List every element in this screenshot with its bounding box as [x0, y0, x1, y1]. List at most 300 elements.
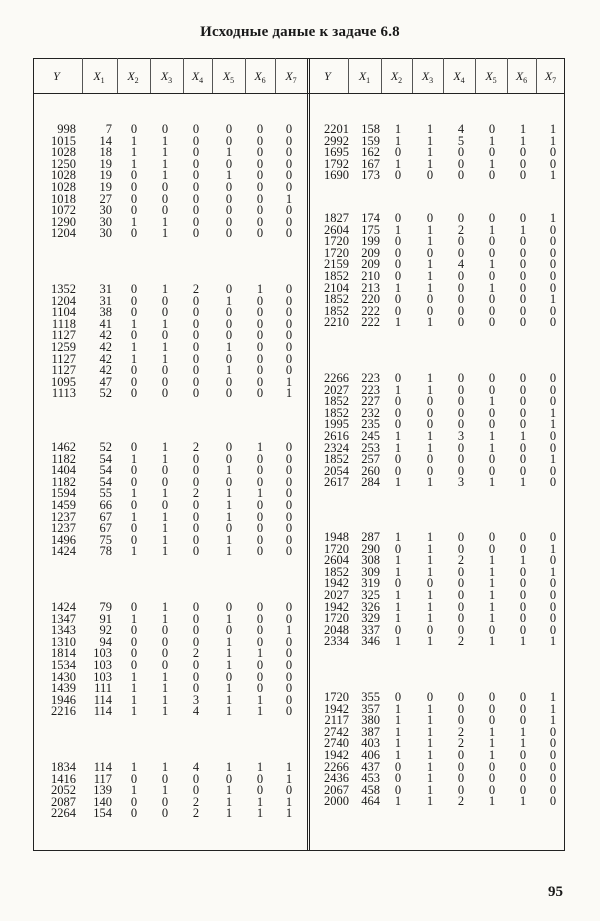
left-cell-x7: 0	[285, 611, 293, 626]
right-cell-x4: 5	[457, 133, 465, 148]
left-cell-y: 1430	[51, 669, 76, 684]
right-cell-x7: 0	[549, 269, 557, 283]
left-cell-x4: 0	[192, 634, 200, 649]
right-cell-x1: 326	[361, 599, 380, 614]
right-cell-y: 1852	[324, 394, 349, 409]
right-cell-x4: 0	[457, 452, 465, 467]
right-cell-x2: 1	[394, 599, 402, 614]
left-cell-x2: 0	[130, 374, 138, 389]
left-cell-x6: 0	[256, 328, 264, 343]
right-cell-x2: 0	[394, 303, 402, 318]
left-cell-x3: 1	[161, 783, 169, 798]
right-cell-x4: 0	[457, 564, 465, 579]
right-cell-x1: 355	[361, 690, 380, 704]
left-cell-x5: 0	[225, 191, 233, 206]
left-cell-x4: 0	[192, 226, 200, 241]
left-cell-x3: 1	[161, 226, 169, 241]
left-cell-x5: 0	[225, 451, 233, 466]
left-cell-x4: 0	[192, 498, 200, 512]
left-header-divider	[183, 58, 184, 93]
right-cell-x2: 0	[394, 234, 402, 249]
right-cell-x2: 0	[394, 463, 402, 478]
right-cell-x7: 0	[549, 794, 557, 809]
left-cell-x6: 0	[256, 463, 264, 478]
left-cell-x2: 0	[130, 293, 138, 308]
right-cell-x5: 1	[488, 576, 496, 591]
left-cell-x7: 0	[285, 658, 293, 672]
right-cell-x2: 1	[394, 634, 402, 649]
right-cell-x6: 0	[519, 382, 527, 397]
left-cell-x1: 30	[99, 226, 112, 241]
left-cell-x3: 1	[161, 544, 169, 559]
right-cell-x3: 0	[426, 452, 434, 467]
right-cell-x5: 0	[488, 452, 496, 467]
left-cell-x3: 0	[161, 806, 169, 821]
right-cell-x3: 1	[426, 553, 434, 568]
right-cell-x7: 0	[549, 611, 557, 626]
left-cell-x4: 0	[192, 305, 200, 320]
right-cell-y: 2334	[324, 634, 349, 649]
right-cell-x4: 2	[457, 634, 465, 649]
right-cell-x5: 0	[488, 782, 496, 797]
left-cell-x5: 0	[225, 474, 233, 489]
left-cell-x6: 0	[256, 532, 264, 547]
right-cell-x5: 0	[488, 622, 496, 637]
left-cell-x2: 0	[130, 463, 138, 478]
right-cell-x1: 210	[361, 269, 380, 283]
right-cell-x6: 0	[519, 622, 527, 637]
left-cell-x6: 0	[256, 544, 264, 559]
right-cell-x7: 1	[549, 701, 557, 716]
left-cell-x4: 2	[192, 806, 200, 821]
right-cell-x1: 235	[361, 417, 380, 432]
left-cell-x3: 1	[161, 156, 169, 171]
left-cell-x4: 0	[192, 133, 200, 148]
left-cell-x6: 0	[256, 451, 264, 466]
left-cell-x2: 0	[130, 521, 138, 536]
right-cell-x2: 0	[394, 211, 402, 225]
right-cell-x7: 0	[549, 530, 557, 544]
left-cell-x2: 0	[130, 771, 138, 786]
right-cell-x4: 0	[457, 234, 465, 249]
left-cell-x5: 0	[225, 600, 233, 614]
left-cell-x5: 1	[225, 704, 233, 719]
right-cell-x1: 380	[361, 713, 380, 728]
left-cell-y: 1127	[51, 328, 76, 343]
left-cell-x2: 0	[130, 282, 138, 296]
page-number: 95	[548, 884, 563, 900]
left-cell-x4: 0	[192, 623, 200, 638]
right-cell-x2: 0	[394, 452, 402, 467]
right-cell-x3: 1	[426, 748, 434, 762]
right-header-x4: $X_4$	[453, 69, 465, 85]
left-cell-x3: 1	[161, 133, 169, 148]
left-cell-x7: 0	[285, 783, 293, 798]
right-cell-x3: 1	[426, 371, 434, 385]
right-cell-y: 2324	[324, 440, 349, 455]
right-cell-x6: 1	[519, 122, 527, 136]
right-cell-x5: 1	[488, 553, 496, 568]
left-cell-x3: 0	[161, 363, 169, 378]
right-cell-x7: 0	[549, 588, 557, 602]
right-cell-x7: 0	[549, 553, 557, 568]
right-cell-x7: 0	[549, 371, 557, 385]
right-cell-x3: 0	[426, 622, 434, 637]
left-cell-x3: 1	[161, 316, 169, 331]
right-cell-x3: 1	[426, 122, 434, 136]
left-cell-x6: 0	[256, 316, 264, 331]
left-cell-x1: 54	[99, 463, 112, 478]
right-cell-x3: 0	[426, 292, 434, 307]
right-cell-y: 1852	[324, 269, 349, 283]
left-cell-x4: 0	[192, 681, 200, 696]
left-cell-x6: 0	[256, 363, 264, 378]
left-cell-x1: 114	[93, 760, 112, 774]
right-cell-x1: 406	[361, 748, 380, 762]
left-cell-x4: 3	[192, 692, 200, 707]
right-cell-x2: 0	[394, 622, 402, 637]
left-cell-x6: 1	[256, 692, 264, 707]
left-cell-x3: 0	[161, 794, 169, 809]
right-cell-x6: 0	[519, 405, 527, 420]
right-cell-x1: 290	[361, 541, 380, 556]
right-cell-x6: 0	[519, 145, 527, 160]
right-cell-x7: 0	[549, 280, 557, 295]
left-cell-x7: 1	[285, 623, 293, 638]
right-cell-x7: 0	[549, 463, 557, 478]
right-cell-x1: 403	[361, 736, 380, 751]
right-cell-x5: 0	[488, 382, 496, 397]
left-header-x1: $X_1$	[93, 69, 105, 85]
left-cell-x5: 1	[225, 532, 233, 547]
left-cell-x1: 114	[93, 704, 112, 719]
left-cell-x3: 0	[161, 122, 169, 136]
right-cell-x6: 0	[519, 771, 527, 786]
right-cell-x4: 0	[457, 599, 465, 614]
left-cell-x3: 0	[161, 180, 169, 194]
right-cell-x2: 1	[394, 315, 402, 330]
left-cell-x1: 19	[99, 180, 112, 194]
left-cell-x3: 0	[161, 474, 169, 489]
right-cell-x2: 1	[394, 553, 402, 568]
right-cell-x3: 1	[426, 564, 434, 579]
right-cell-x5: 0	[488, 759, 496, 774]
right-cell-x7: 0	[549, 394, 557, 409]
right-cell-x7: 0	[549, 245, 557, 260]
right-cell-y: 1720	[324, 541, 349, 556]
left-cell-x6: 0	[256, 293, 264, 308]
right-cell-x7: 0	[549, 475, 557, 490]
right-cell-x5: 1	[488, 440, 496, 455]
right-cell-x6: 0	[519, 211, 527, 225]
right-cell-y: 1720	[324, 690, 349, 704]
left-cell-x2: 0	[130, 474, 138, 489]
left-cell-x3: 1	[161, 600, 169, 614]
left-cell-x5: 1	[225, 498, 233, 512]
left-cell-x3: 1	[161, 282, 169, 296]
left-cell-x2: 0	[130, 168, 138, 183]
right-cell-x1: 227	[361, 394, 380, 409]
left-cell-x2: 0	[130, 363, 138, 378]
right-cell-x6: 0	[519, 713, 527, 728]
left-cell-x4: 0	[192, 532, 200, 547]
left-cell-x3: 1	[161, 145, 169, 160]
left-cell-y: 1814	[51, 646, 76, 661]
right-cell-x4: 0	[457, 371, 465, 385]
left-cell-x5: 0	[225, 328, 233, 343]
right-cell-x6: 0	[519, 576, 527, 591]
left-cell-x5: 0	[225, 214, 233, 229]
right-cell-x1: 223	[361, 371, 380, 385]
right-cell-x1: 325	[361, 588, 380, 602]
left-cell-x2: 1	[130, 783, 138, 798]
left-cell-x4: 0	[192, 214, 200, 229]
left-header-divider	[150, 58, 151, 93]
right-cell-x7: 0	[549, 576, 557, 591]
right-cell-x7: 1	[549, 452, 557, 467]
right-cell-x1: 209	[361, 245, 380, 260]
right-cell-x5: 1	[488, 257, 496, 272]
right-cell-x3: 1	[426, 701, 434, 716]
right-cell-x3: 1	[426, 269, 434, 283]
right-cell-x5: 0	[488, 541, 496, 556]
left-cell-x6: 0	[256, 203, 264, 218]
right-cell-x4: 0	[457, 611, 465, 626]
left-cell-x3: 0	[161, 771, 169, 786]
right-cell-x2: 0	[394, 405, 402, 420]
left-cell-x6: 0	[256, 669, 264, 684]
right-cell-x2: 0	[394, 771, 402, 786]
left-cell-x5: 0	[225, 305, 233, 320]
left-cell-x1: 66	[99, 498, 112, 512]
right-cell-x2: 1	[394, 222, 402, 237]
right-header-x3: $X_3$	[421, 69, 434, 85]
right-cell-y: 2266	[324, 371, 349, 385]
right-cell-x1: 222	[361, 303, 380, 318]
right-cell-x4: 0	[457, 168, 465, 183]
left-cell-x4: 0	[192, 203, 200, 218]
right-cell-x2: 1	[394, 736, 402, 751]
right-cell-x5: 0	[488, 530, 496, 544]
right-cell-x2: 0	[394, 541, 402, 556]
left-cell-y: 1459	[51, 498, 76, 512]
left-cell-y: 1439	[51, 681, 76, 696]
left-cell-x3: 0	[161, 646, 169, 661]
left-cell-x2: 0	[130, 498, 138, 512]
left-cell-x1: 67	[99, 521, 112, 536]
right-cell-x3: 0	[426, 417, 434, 432]
right-cell-y: 2436	[324, 771, 349, 786]
left-cell-x1: 42	[99, 328, 112, 343]
left-cell-x7: 0	[285, 214, 293, 229]
right-cell-x5: 0	[488, 245, 496, 260]
left-cell-x3: 0	[161, 658, 169, 672]
right-cell-x3: 1	[426, 782, 434, 797]
left-cell-x7: 0	[285, 305, 293, 320]
left-cell-x5: 1	[225, 363, 233, 378]
right-header-divider	[536, 58, 537, 93]
right-cell-x3: 1	[426, 156, 434, 171]
left-cell-y: 1250	[51, 156, 76, 171]
left-cell-x6: 1	[256, 760, 264, 774]
left-cell-x6: 0	[256, 214, 264, 229]
left-cell-y: 1290	[51, 214, 76, 229]
right-cell-x4: 0	[457, 713, 465, 728]
left-cell-x4: 0	[192, 340, 200, 354]
right-cell-x4: 0	[457, 211, 465, 225]
right-cell-x5: 1	[488, 748, 496, 762]
left-cell-x2: 1	[130, 692, 138, 707]
left-cell-x6: 0	[256, 133, 264, 148]
left-cell-y: 1534	[51, 658, 76, 672]
right-cell-x4: 2	[457, 222, 465, 237]
right-cell-x4: 0	[457, 748, 465, 762]
left-cell-y: 2052	[51, 783, 76, 798]
right-cell-x7: 0	[549, 759, 557, 774]
right-cell-x5: 1	[488, 394, 496, 409]
left-header-x5: $X_5$	[222, 69, 235, 85]
right-cell-x6: 0	[519, 280, 527, 295]
left-cell-y: 1015	[51, 133, 76, 148]
left-cell-x6: 0	[256, 351, 264, 366]
left-cell-x6: 0	[256, 374, 264, 389]
right-cell-x7: 1	[549, 168, 557, 183]
right-cell-x1: 308	[361, 553, 380, 568]
left-cell-x4: 0	[192, 600, 200, 614]
left-cell-y: 1416	[51, 771, 76, 786]
left-cell-x3: 0	[161, 191, 169, 206]
right-cell-x7: 0	[549, 315, 557, 330]
left-cell-x3: 1	[161, 611, 169, 626]
left-cell-x7: 0	[285, 600, 293, 614]
left-cell-y: 1095	[51, 374, 76, 389]
right-header-x6: $X_6$	[515, 69, 528, 85]
right-cell-y: 1995	[324, 417, 349, 432]
left-cell-x7: 0	[285, 293, 293, 308]
left-cell-x4: 2	[192, 440, 200, 454]
left-cell-y: 1118	[51, 316, 76, 331]
left-cell-x7: 0	[285, 509, 293, 524]
right-cell-x3: 1	[426, 794, 434, 809]
right-cell-x6: 0	[519, 452, 527, 467]
right-cell-y: 1792	[324, 156, 349, 171]
right-cell-x7: 0	[549, 622, 557, 637]
left-cell-x5: 0	[225, 180, 233, 194]
left-cell-x6: 0	[256, 623, 264, 638]
right-cell-x2: 0	[394, 576, 402, 591]
right-cell-y: 2266	[324, 759, 349, 774]
right-cell-y: 1852	[324, 292, 349, 307]
right-cell-x7: 0	[549, 599, 557, 614]
right-cell-x6: 0	[519, 156, 527, 171]
right-cell-y: 2992	[324, 133, 349, 148]
right-cell-x5: 0	[488, 417, 496, 432]
right-cell-x5: 1	[488, 724, 496, 739]
right-cell-x4: 2	[457, 553, 465, 568]
right-cell-x3: 1	[426, 771, 434, 786]
right-cell-x2: 1	[394, 530, 402, 544]
right-header-divider	[443, 58, 444, 93]
right-cell-x2: 0	[394, 145, 402, 160]
left-cell-x7: 0	[285, 180, 293, 194]
left-cell-x1: 31	[99, 293, 112, 308]
left-cell-y: 2216	[51, 704, 76, 719]
left-cell-x3: 0	[161, 623, 169, 638]
left-cell-x5: 1	[225, 340, 233, 354]
right-cell-x1: 309	[361, 564, 380, 579]
right-cell-x1: 284	[361, 475, 380, 490]
left-cell-x6: 0	[256, 180, 264, 194]
left-cell-x2: 1	[130, 486, 138, 501]
right-cell-x5: 0	[488, 701, 496, 716]
left-cell-x2: 0	[130, 191, 138, 206]
right-cell-y: 2740	[324, 736, 349, 751]
left-cell-x2: 0	[130, 386, 138, 401]
left-cell-x1: 117	[93, 771, 112, 786]
left-cell-x3: 1	[161, 681, 169, 696]
right-cell-x7: 0	[549, 724, 557, 739]
left-cell-x7: 0	[285, 440, 293, 454]
right-cell-x2: 0	[394, 257, 402, 272]
left-header-divider	[82, 58, 83, 93]
left-cell-x2: 0	[130, 794, 138, 809]
left-cell-x7: 0	[285, 521, 293, 536]
right-cell-x5: 1	[488, 736, 496, 751]
left-cell-x4: 0	[192, 521, 200, 536]
right-cell-x6: 0	[519, 417, 527, 432]
left-cell-x1: 91	[99, 611, 112, 626]
right-cell-x2: 1	[394, 475, 402, 490]
right-cell-x5: 1	[488, 156, 496, 171]
left-cell-x7: 0	[285, 122, 293, 136]
left-cell-x4: 0	[192, 386, 200, 401]
left-cell-y: 1182	[51, 474, 76, 489]
left-cell-y: 1310	[51, 634, 76, 649]
right-cell-x6: 0	[519, 440, 527, 455]
left-cell-x5: 1	[225, 611, 233, 626]
left-cell-x3: 0	[161, 498, 169, 512]
left-cell-x3: 1	[161, 509, 169, 524]
left-cell-y: 1127	[51, 351, 76, 366]
right-cell-x1: 253	[361, 440, 380, 455]
right-cell-y: 1720	[324, 234, 349, 249]
left-cell-x1: 114	[93, 692, 112, 707]
left-cell-x5: 0	[225, 122, 233, 136]
right-cell-x6: 0	[519, 303, 527, 318]
right-cell-x7: 0	[549, 382, 557, 397]
left-cell-x6: 0	[256, 386, 264, 401]
right-cell-x6: 1	[519, 724, 527, 739]
right-cell-x3: 0	[426, 690, 434, 704]
left-cell-x7: 0	[285, 532, 293, 547]
left-cell-y: 1028	[51, 180, 76, 194]
right-cell-x7: 0	[549, 736, 557, 751]
left-cell-x6: 0	[256, 168, 264, 183]
right-cell-x1: 387	[361, 724, 380, 739]
left-cell-x7: 0	[285, 486, 293, 501]
left-cell-y: 1259	[51, 340, 76, 354]
left-cell-x5: 0	[225, 623, 233, 638]
right-cell-x5: 0	[488, 771, 496, 786]
right-cell-x6: 0	[519, 530, 527, 544]
right-header-x1: $X_1$	[358, 69, 371, 85]
right-cell-x4: 0	[457, 245, 465, 260]
right-cell-x4: 3	[457, 429, 465, 443]
right-cell-y: 1942	[324, 576, 349, 591]
right-cell-x4: 0	[457, 622, 465, 637]
left-cell-x7: 0	[285, 340, 293, 354]
left-cell-x7: 0	[285, 463, 293, 478]
